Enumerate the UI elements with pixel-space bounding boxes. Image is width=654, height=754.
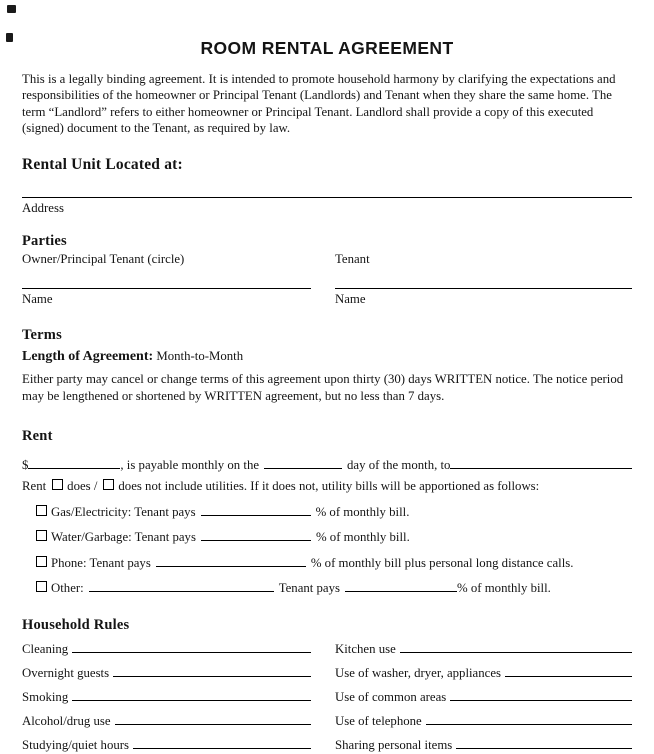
scan-artifact	[7, 5, 16, 13]
water-garbage-label: Water/Garbage: Tenant pays	[51, 530, 196, 544]
length-of-agreement-row	[22, 348, 632, 366]
does-not-text: does not include utilities. If it does not, utility bills will be apportioned as follows:	[118, 479, 540, 493]
intro-paragraph: This is a legally binding agreement. It is intended to promote household harmony by clarifying the expectations and responsibilities of the homeowner or Principal Tenant (Landlords) and Tenant when they share the same home. The term “Landlord” refers to either homeowner or Principal Tenant. Landlord shall provide a copy of this executed (signed) document to the Tenant, as required by law.	[22, 71, 616, 135]
other-mid-text: Tenant pays	[278, 581, 340, 595]
water-garbage-checkbox[interactable]	[36, 530, 47, 541]
gas-electricity-percent-fill-line[interactable]	[201, 512, 311, 516]
payable-text: , is payable monthly on the	[120, 457, 260, 472]
household-cell	[22, 737, 311, 754]
household-cell	[335, 713, 632, 730]
other-checkbox[interactable]	[36, 581, 47, 592]
rent-amount-fill-line[interactable]	[28, 465, 120, 469]
telephone-use-label: Use of telephone	[335, 713, 422, 728]
water-garbage-suffix: % of monthly bill.	[315, 530, 410, 544]
section-household-rules-heading: Household Rules	[22, 616, 130, 633]
other-percent-fill-line[interactable]	[345, 588, 457, 592]
cleaning-label: Cleaning	[22, 641, 69, 656]
tenant-label: Tenant	[335, 252, 370, 266]
household-cell	[335, 641, 632, 658]
rent-payee-fill-line[interactable]	[450, 465, 632, 469]
smoking-label: Smoking	[22, 689, 69, 704]
household-row-1	[22, 641, 632, 658]
phone-suffix: % of monthly bill plus personal long distance calls.	[310, 555, 574, 570]
rent-utilities-row	[22, 478, 632, 495]
household-cell	[22, 665, 311, 682]
dollar-sign: $	[22, 457, 29, 472]
household-row-3	[22, 689, 632, 706]
parties-lines-row	[22, 268, 632, 289]
section-terms-heading: Terms	[22, 327, 62, 343]
utility-row-other	[35, 580, 632, 597]
cleaning-fill-line[interactable]	[72, 649, 311, 653]
washer-dryer-label: Use of washer, dryer, appliances	[335, 665, 501, 680]
utility-row-gas-electricity	[35, 504, 632, 521]
owner-name-label: Name	[22, 291, 53, 306]
owner-name-fill-line[interactable]	[22, 268, 311, 289]
rent-day-fill-line[interactable]	[264, 465, 342, 469]
kitchen-use-fill-line[interactable]	[400, 649, 632, 653]
does-not-include-checkbox[interactable]	[103, 479, 114, 490]
tenant-name-label: Name	[335, 291, 366, 306]
owner-principal-tenant-label: Owner/Principal Tenant (circle)	[22, 252, 185, 266]
common-areas-label: Use of common areas	[335, 689, 447, 704]
rent-word: Rent	[22, 479, 47, 493]
address-fill-line[interactable]	[22, 173, 632, 198]
section-rent-heading: Rent	[22, 428, 53, 444]
sharing-personal-items-fill-line[interactable]	[456, 745, 632, 749]
household-row-4	[22, 713, 632, 730]
parties-labels-row	[22, 249, 632, 268]
gas-electricity-label: Gas/Electricity: Tenant pays	[51, 504, 196, 519]
telephone-use-fill-line[interactable]	[426, 721, 632, 725]
kitchen-use-label: Kitchen use	[335, 641, 396, 656]
household-cell	[335, 737, 632, 754]
household-cell	[22, 641, 311, 658]
length-of-agreement-value: Month-to-Month	[156, 348, 244, 363]
utility-row-water-garbage	[35, 529, 632, 546]
smoking-fill-line[interactable]	[72, 697, 311, 701]
household-cell	[22, 713, 311, 730]
address-label: Address	[22, 201, 64, 215]
parties-name-labels-row	[22, 289, 632, 308]
household-row-5	[22, 737, 632, 754]
household-row-2	[22, 665, 632, 682]
phone-label: Phone: Tenant pays	[51, 555, 151, 570]
household-cell	[335, 689, 632, 706]
phone-percent-fill-line[interactable]	[156, 563, 306, 567]
gas-electricity-checkbox[interactable]	[36, 505, 47, 516]
does-text: does /	[67, 479, 98, 493]
common-areas-fill-line[interactable]	[450, 697, 632, 701]
phone-checkbox[interactable]	[36, 556, 47, 567]
utility-row-phone	[35, 555, 632, 572]
does-include-checkbox[interactable]	[52, 479, 63, 490]
alcohol-drug-use-fill-line[interactable]	[115, 721, 312, 725]
other-description-fill-line[interactable]	[89, 588, 274, 592]
length-of-agreement-label: Length of Agreement:	[22, 348, 154, 364]
alcohol-drug-use-label: Alcohol/drug use	[22, 713, 111, 728]
water-garbage-percent-fill-line[interactable]	[201, 537, 311, 541]
section-parties-heading: Parties	[22, 232, 67, 249]
studying-quiet-hours-label: Studying/quiet hours	[22, 737, 129, 752]
washer-dryer-fill-line[interactable]	[505, 673, 632, 677]
gas-electricity-suffix: % of monthly bill.	[315, 504, 410, 519]
page-title: ROOM RENTAL AGREEMENT	[200, 38, 454, 58]
sharing-personal-items-label: Sharing personal items	[335, 737, 453, 752]
terms-paragraph: Either party may cancel or change terms of this agreement upon thirty (30) days WRITTEN notice. The notice period may be lengthened or shortened by WRITTEN agreement, but no less than 7 days.	[22, 372, 624, 403]
household-cell	[335, 665, 632, 682]
rent-amount-row	[22, 457, 632, 474]
other-suffix: % of monthly bill.	[457, 581, 551, 595]
day-of-month-text: day of the month, to	[347, 457, 451, 472]
scan-artifact	[6, 33, 13, 42]
overnight-guests-fill-line[interactable]	[113, 673, 311, 677]
section-rental-unit-heading: Rental Unit Located at:	[22, 155, 183, 173]
overnight-guests-label: Overnight guests	[22, 665, 110, 680]
tenant-name-fill-line[interactable]	[335, 268, 632, 289]
other-label: Other:	[51, 581, 84, 595]
studying-quiet-hours-fill-line[interactable]	[133, 745, 311, 749]
household-cell	[22, 689, 311, 706]
